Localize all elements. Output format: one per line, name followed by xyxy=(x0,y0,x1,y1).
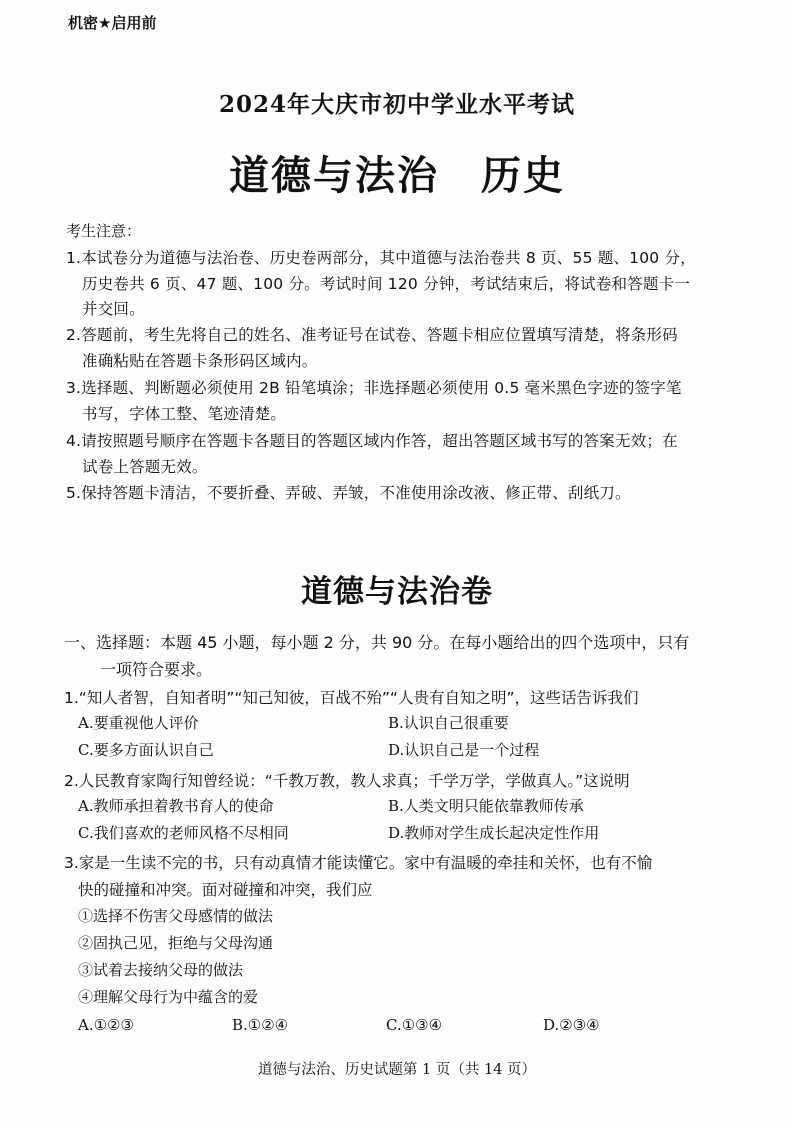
notice-line: 3.选择题、判断题必须使用 2B 铅笔填涂；非选择题必须使用 0.5 毫米黑色字迹的签字笔 xyxy=(66,379,682,397)
notice-line: 1.本试卷分为道德与法治卷、历史卷两部分，其中道德与法治卷共 8 页、55 题、100 分， xyxy=(66,249,696,267)
answer-option: B.①②④ xyxy=(232,1016,289,1034)
answer-option: A.①②③ xyxy=(78,1016,134,1034)
question-stem: 3.家是一生读不完的书，只有动真情才能读懂它。家中有温暖的牵挂和关怀，也有不愉 xyxy=(64,854,653,872)
answer-option: D.②③④ xyxy=(543,1016,600,1034)
statement-item: ①选择不伤害父母感情的做法 xyxy=(78,907,274,925)
notice-line: 准确粘贴在答题卡条形码区域内。 xyxy=(82,352,318,370)
notice-line: 4.请按照题号顺序在答题卡各题目的答题区域内作答，超出答题区域书写的答案无效；在 xyxy=(66,432,678,450)
statement-item: ②固执己见，拒绝与父母沟通 xyxy=(78,934,274,952)
notice-line: 历史卷共 6 页、47 题、100 分。考试时间 120 分钟，考试结束后，将试卷和答题卡一 xyxy=(82,275,691,293)
question-stem: 2.人民教育家陶行知曾经说：“千教万教，教人求真；千学万学，学做真人。”这说明 xyxy=(64,772,630,790)
answer-option: C.我们喜欢的老师风格不尽相同 xyxy=(78,824,289,842)
confidential-label: 机密★启用前 xyxy=(68,14,157,32)
notice-heading: 考生注意： xyxy=(66,222,142,240)
statement-item: ④理解父母行为中蕴含的爱 xyxy=(78,988,259,1006)
question-stem: 1.“知人者智，自知者明”“知己知彼，百战不殆”“人贵有自知之明”，这些话告诉我们 xyxy=(64,689,639,707)
section-intro: 一、选择题：本题 45 小题，每小题 2 分，共 90 分。在每小题给出的四个选项中，只有 xyxy=(64,633,690,652)
question-stem: 快的碰撞和冲突。面对碰撞和冲突，我们应 xyxy=(78,881,373,899)
section-intro: 一项符合要求。 xyxy=(100,660,213,679)
answer-option: C.要多方面认识自己 xyxy=(78,741,214,759)
notice-line: 书写，字体工整、笔迹清楚。 xyxy=(82,405,287,423)
notice-line: 并交回。 xyxy=(82,300,145,318)
answer-option: B.认识自己很重要 xyxy=(388,714,509,732)
notice-line: 试卷上答题无效。 xyxy=(82,458,208,476)
answer-option: B.人类文明只能依靠教师传承 xyxy=(388,797,584,815)
answer-option: A.要重视他人评价 xyxy=(78,714,199,732)
notice-line: 5.保持答题卡清洁，不要折叠、弄破、弄皱，不准使用涂改液、修正带、刮纸刀。 xyxy=(66,484,631,502)
section-title: 道德与法治卷 xyxy=(301,574,493,610)
subject-title: 道德与法治 历史 xyxy=(229,153,565,199)
answer-option: C.①③④ xyxy=(386,1016,443,1034)
answer-option: D.认识自己是一个过程 xyxy=(388,741,540,759)
answer-option: A.教师承担着教书育人的使命 xyxy=(78,797,274,815)
exam-title: 2024年大庆市初中学业水平考试 xyxy=(218,91,575,118)
page-footer: 道德与法治、历史试题第 1 页（共 14 页） xyxy=(257,1062,537,1078)
answer-option: D.教师对学生成长起决定性作用 xyxy=(388,824,600,842)
notice-line: 2.答题前，考生先将自己的姓名、准考证号在试卷、答题卡相应位置填写清楚，将条形码 xyxy=(66,326,678,344)
statement-item: ③试着去接纳父母的做法 xyxy=(78,961,244,979)
